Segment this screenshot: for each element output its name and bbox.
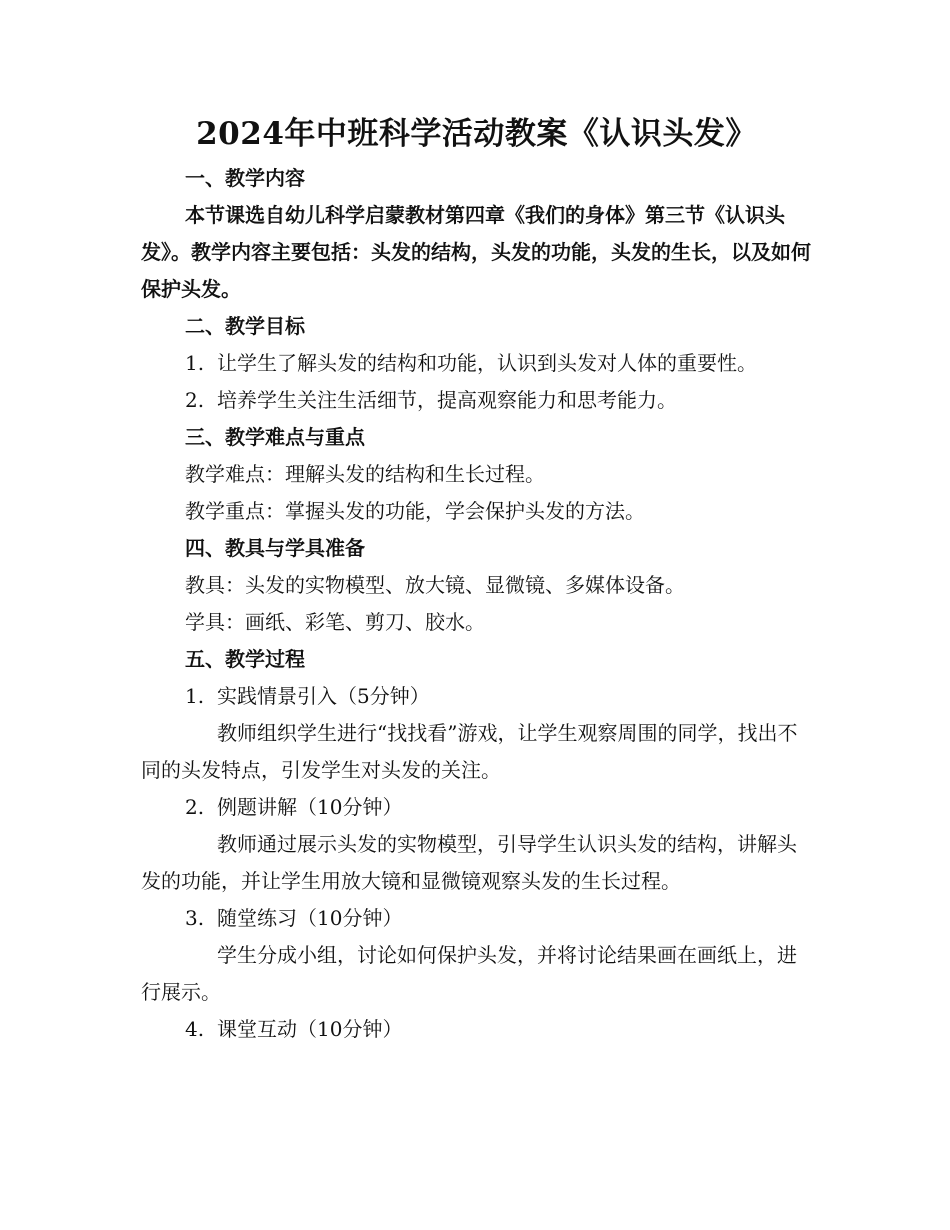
process-step-label xyxy=(141,900,812,937)
process-step-description: 学生分成小组，讨论如何保护头发，并将讨论结果画在画纸上，进行展示。 xyxy=(141,943,797,1004)
section-heading-objectives: 二、教学目标 xyxy=(185,314,305,338)
student-tools-text: 学具：画纸、彩笔、剪刀、胶水。 xyxy=(185,610,485,634)
step-label: 课堂互动（10分钟） xyxy=(217,1017,403,1041)
content-paragraph: 本节课选自幼儿科学启蒙教材第四章《我们的身体》第三节《认识头发》。教学内容主要包括：头发的结构，头发的功能，头发的生长，以及如何保护头发。 xyxy=(141,203,811,301)
process-step-label xyxy=(141,789,812,826)
step-label: 实践情景引入（5分钟） xyxy=(217,684,430,708)
section-heading-content: 一、教学内容 xyxy=(185,166,305,190)
process-step-label xyxy=(141,1011,812,1048)
key-point-text: 教学重点：掌握头发的功能，学会保护头发的方法。 xyxy=(185,499,645,523)
step-label: 随堂练习（10分钟） xyxy=(217,906,403,930)
step-number: 2. xyxy=(185,795,205,819)
objective-item xyxy=(141,345,812,382)
section-heading-difficulty: 三、教学难点与重点 xyxy=(185,425,365,449)
objective-item xyxy=(141,382,812,419)
teacher-tools-text: 教具：头发的实物模型、放大镜、显微镜、多媒体设备。 xyxy=(185,573,685,597)
document-title: 2024年中班科学活动教案《认识头发》 xyxy=(196,116,757,152)
difficulty-text: 教学难点：理解头发的结构和生长过程。 xyxy=(185,462,545,486)
objective-number: 2. xyxy=(185,388,205,412)
section-heading-process: 五、教学过程 xyxy=(185,647,305,671)
step-label: 例题讲解（10分钟） xyxy=(217,795,403,819)
section-heading-tools: 四、教具与学具准备 xyxy=(185,536,365,560)
step-number: 1. xyxy=(185,684,205,708)
step-number: 3. xyxy=(185,906,205,930)
step-number: 4. xyxy=(185,1017,205,1041)
process-step-description: 教师组织学生进行“找找看”游戏，让学生观察周围的同学，找出不同的头发特点，引发学生对头发的关注。 xyxy=(141,721,798,782)
objective-text: 让学生了解头发的结构和功能，认识到头发对人体的重要性。 xyxy=(217,351,757,375)
process-step-description: 教师通过展示头发的实物模型，引导学生认识头发的结构，讲解头发的功能，并让学生用放大镜和显微镜观察头发的生长过程。 xyxy=(141,832,797,893)
objective-number: 1. xyxy=(185,351,205,375)
objective-text: 培养学生关注生活细节，提高观察能力和思考能力。 xyxy=(217,388,677,412)
process-step-label xyxy=(141,678,812,715)
